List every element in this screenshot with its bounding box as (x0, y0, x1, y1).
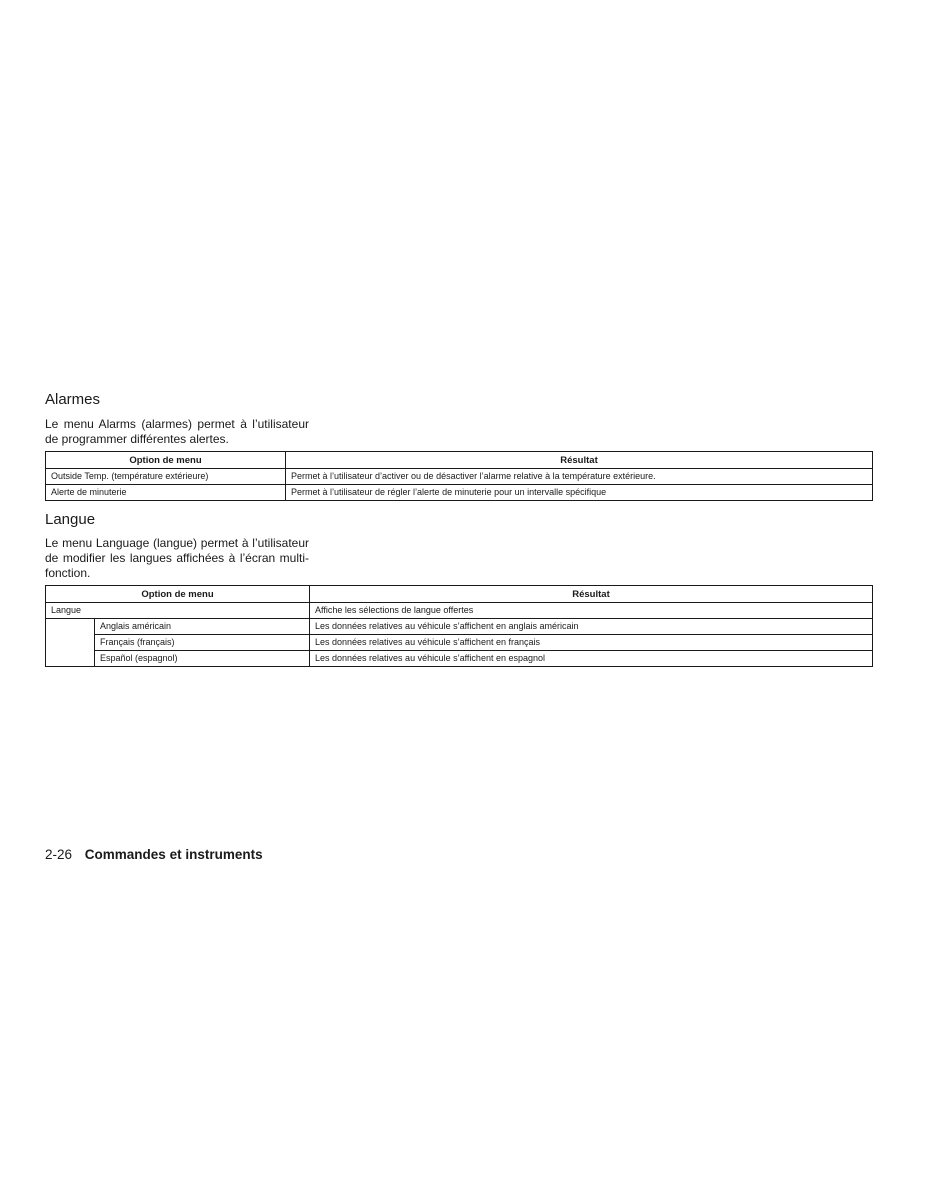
option-cell: Anglais américain (95, 619, 310, 635)
section-title-alarmes: Alarmes (45, 391, 101, 408)
option-cell: Alerte de minuterie (46, 485, 286, 501)
option-cell: Français (français) (95, 635, 310, 651)
column-header-result: Résultat (310, 586, 873, 603)
table-header-row (46, 452, 873, 469)
table-row (46, 635, 873, 651)
result-cell: Les données relatives au véhicule s’affichent en anglais américain (310, 619, 873, 635)
langue-table (45, 585, 873, 667)
page-footer (45, 847, 263, 863)
option-cell: Langue (46, 603, 310, 619)
result-cell: Les données relatives au véhicule s’affichent en espagnol (310, 651, 873, 667)
page-number: 2-26 (45, 847, 73, 862)
table-row (46, 651, 873, 667)
result-cell: Permet à l’utilisateur d’activer ou de désactiver l’alarme relative à la température extérieure. (286, 469, 873, 485)
langue-intro (45, 536, 309, 581)
result-cell: Affiche les sélections de langue offertes (310, 603, 873, 619)
table-row (46, 619, 873, 635)
table-row (46, 485, 873, 501)
alarmes-table (45, 451, 873, 501)
alarmes-intro (45, 417, 309, 447)
table-row (46, 603, 873, 619)
table-row (46, 469, 873, 485)
alarmes-intro-line-1: Le menu Alarms (alarmes) permet à l’utilisateur (45, 417, 309, 431)
langue-intro-line-2: de modifier les langues affichées à l’écran multi- (45, 551, 309, 565)
result-cell: Permet à l’utilisateur de régler l’alerte de minuterie pour un intervalle spécifique (286, 485, 873, 501)
indent-cell (46, 619, 95, 667)
alarmes-intro-line-2: de programmer différentes alertes. (45, 432, 229, 446)
column-header-result: Résultat (286, 452, 873, 469)
option-cell: Español (espagnol) (95, 651, 310, 667)
section-title-langue: Langue (45, 511, 96, 528)
option-cell: Outside Temp. (température extérieure) (46, 469, 286, 485)
result-cell: Les données relatives au véhicule s’affichent en français (310, 635, 873, 651)
chapter-title: Commandes et instruments (84, 847, 263, 862)
column-header-option: Option de menu (46, 452, 286, 469)
column-header-option: Option de menu (46, 586, 310, 603)
langue-intro-line-3: fonction. (45, 566, 91, 580)
langue-intro-line-1: Le menu Language (langue) permet à l’utilisateur (45, 536, 309, 550)
table-header-row (46, 586, 873, 603)
